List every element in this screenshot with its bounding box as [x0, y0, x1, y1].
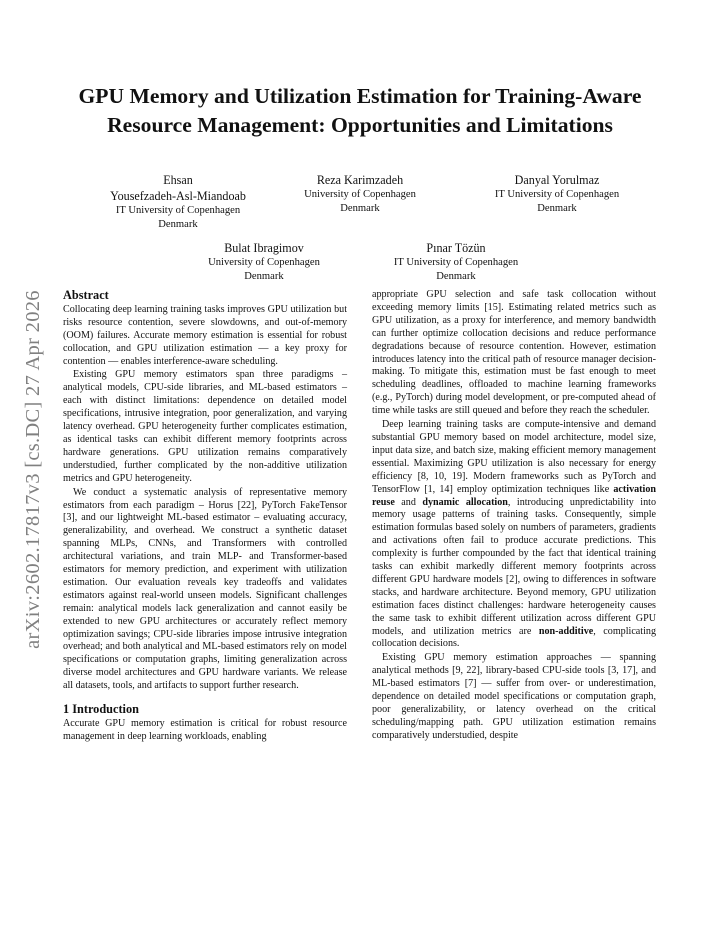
- author-affiliation: IT University of Copenhagen: [393, 257, 519, 268]
- emphasis-non-additive: non-additive: [538, 625, 594, 637]
- author-name: Reza Karimzadeh: [316, 173, 404, 187]
- author-name: Ehsan: [163, 173, 193, 187]
- introduction-paragraph-1: Accurate GPU memory estimation is critical for robust resource management in deep learning workloads, enabling: [63, 718, 347, 742]
- right-column: [372, 289, 656, 743]
- author-country: Denmark: [436, 270, 476, 282]
- author-country: Denmark: [340, 202, 380, 214]
- author-affiliation: IT University of Copenhagen: [115, 205, 241, 216]
- emphasis-dynamic-allocation: dynamic allocation: [422, 496, 508, 508]
- author-country: Denmark: [537, 202, 577, 214]
- emphasis-activation-reuse: activation reuse: [372, 483, 656, 508]
- author-country: Denmark: [158, 218, 198, 230]
- intro-paragraph-2: Deep learning training tasks are compute-intensive and demand substantial GPU memory based on model architecture, model size, input data size, and batch size, making efficient memory management essential. Maximizing GPU utilization is also necessary for energy efficiency [8, 10, 19]. Modern frameworks such as PyTorch and TensorFlow [1, 14] employ optimization techniques like activation reuse and dynamic allocation, introducing unpredictability into memory usage patterns of training tasks. Consequently, simple estimation formulas based solely on numbers of parameters, gradients and activations often fail to produce accurate predictions. This complexity is further compounded by the fact that identical training tasks can exhibit markedly different memory footprints across different GPU hardware models [2], owing to differences in software stacks, and hardware architecture. Beyond memory, GPU utilization estimation faces distinct challenges: hardware heterogeneity causes the same task to exhibit different utilization across different GPU models, and utilization metrics are non-additive, complicating collocation decisions.: [372, 419, 656, 650]
- author-name: Danyal Yorulmaz: [514, 173, 600, 187]
- author-name: Pınar Tözün: [426, 241, 486, 255]
- author-affiliation: IT University of Copenhagen: [494, 189, 620, 200]
- author-block-2: [276, 172, 444, 215]
- author-block-1: [85, 172, 271, 231]
- intro-paragraph-3: Existing GPU memory estimation approaches — spanning analytical methods [9, 22], library-based CPU-side tools [3, 17], and ML-based estimators [7] — suffer from over- or underestimation, dependence on detailed model specifications or computation graph, poor generalizability, or latency overhead on the critical scheduling/mapping path. GPU utilization estimation remains comparatively understudied, despite: [372, 652, 656, 741]
- author-name: Bulat Ibragimov: [224, 241, 304, 255]
- left-column: [63, 289, 347, 744]
- introduction-heading: 1 Introduction: [63, 702, 139, 717]
- author-country: Denmark: [244, 270, 284, 282]
- abstract-paragraph-1: Collocating deep learning training tasks improves GPU utilization but risks resource contention, severe slowdowns, and out-of-memory (OOM) failures. Accurate memory estimation is essential for robust collocation, and GPU utilization estimation — a key proxy for contention — enables interference-aware scheduling.: [63, 303, 347, 367]
- abstract-paragraph-3: We conduct a systematic analysis of representative memory estimators from each paradigm – Horus [22], PyTorch FakeTensor [3], and our lightweight ML-based estimator – evaluating accuracy, generalizability, and overhead. We construct a synthetic dataset spanning MLPs, CNNs, and Transformers with controlled architectural variations, and train MLP- and Transformer-based estimators for memory prediction, and experiment with utilization estimation. Our evaluation reveals key tradeoffs and validates estimators against real-world unseen models. Significant challenges remain: analytical models lack generalization and cannot easily be extended to new GPU architectures or accurately reflect memory optimization savings; CPU-side libraries impose intrusive integration overhead; and both analytical and ML-based estimators rely on model specifications or computation graphs, limiting generalization across diverse model architectures and GPU hardware variants. We release all datasets, tools, and artifacts to support further research.: [63, 486, 347, 692]
- abstract-heading: Abstract: [63, 288, 109, 302]
- author-affiliation: University of Copenhagen: [208, 257, 320, 268]
- arxiv-identifier: arXiv:2602.17817v3 [cs.DC] 27 Apr 2026: [21, 289, 44, 649]
- author-affiliation: University of Copenhagen: [304, 189, 416, 200]
- paper-title: GPU Memory and Utilization Estimation for Training-Aware Resource Management: Opportunities and Limitations: [78, 84, 642, 137]
- intro-paragraph-cont: appropriate GPU selection and safe task collocation without exceeding memory limits [15]. Estimating related metrics such as GPU utilization, as a proxy for interference, and memory bandwidth can further optimize collocation decisions and reduce performance degradations because of resource contention. However, estimation introduces latency into the critical path of resource manager decision-making. To mitigate this, estimation must be fast enough to meet scheduling deadlines, offloaded to machine learning frameworks (e.g., PyTorch) during model development, or pre-computed ahead of time while tasks are still queued and before they reach the scheduler.: [372, 289, 656, 417]
- author-block-4: [180, 240, 348, 283]
- author-block-3: [468, 172, 646, 215]
- author-name-cont: Yousefzadeh-Asl-Miandoab: [110, 189, 246, 203]
- abstract-paragraph-2: Existing GPU memory estimators span three paradigms – analytical models, CPU-side libraries, and ML-based estimators – each with distinct limitations: dependence on detailed model specifications, intrusive integration, poor generalization, and varying latency overhead. GPU heterogeneity further complicates estimation, as identical tasks can exhibit different memory footprints across hardware generations. GPU utilization remains comparatively understudied, further complicated by the non-additive utilization metrics and GPU heterogeneity.: [63, 369, 347, 484]
- author-block-5: [368, 240, 544, 283]
